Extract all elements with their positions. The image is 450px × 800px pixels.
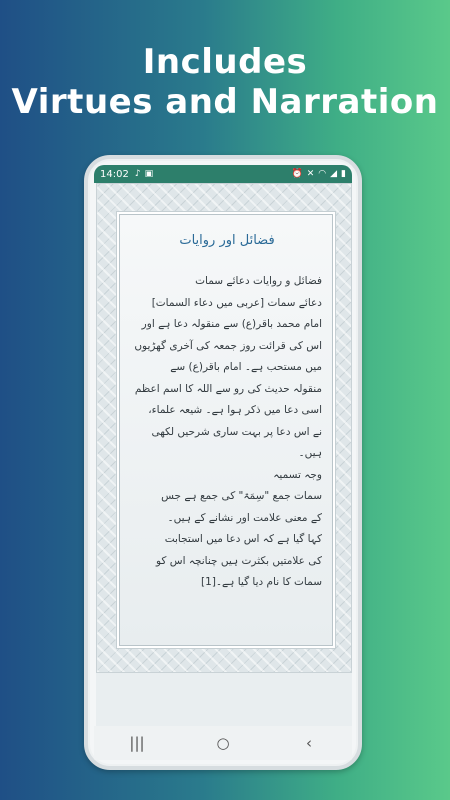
- image-icon: ▣: [144, 169, 154, 179]
- text-line: کہا گیا ہے کہ اس دعا میں استجابت: [164, 533, 322, 545]
- section-heading: وجہ تسمیہ: [273, 468, 322, 481]
- text-line: اسی دعا میں ذکر ہوا ہے۔ شیعہ علماء،: [148, 404, 322, 416]
- page-title: فضائل اور روایات: [179, 233, 275, 248]
- status-right-icons: [292, 169, 347, 179]
- phone-mockup: [84, 155, 362, 770]
- music-icon: ♪: [134, 169, 141, 179]
- alarm-icon: ⏰: [291, 169, 303, 179]
- text-line: میں مستحب ہے۔ امام باقر(ع) سے: [170, 361, 322, 373]
- headline-line-2: Virtues and Narration: [11, 82, 439, 122]
- reader-text: [134, 271, 322, 594]
- wifi-icon: ◠: [318, 169, 327, 179]
- text-line: فضائل و روایات دعائے سمات: [195, 275, 322, 287]
- back-button[interactable]: ‹: [306, 734, 312, 752]
- silent-icon: ✕: [306, 169, 315, 179]
- ornamental-frame: [96, 183, 352, 673]
- below-frame-area: [96, 673, 352, 733]
- text-line: منقولہ حدیث کی رو سے اللہ کا اسم اعظم: [134, 382, 322, 395]
- battery-icon: ▮: [341, 169, 346, 179]
- text-line: سمات جمع "سِمَۃ" کی جمع ہے جس: [161, 490, 322, 502]
- android-nav-bar: [94, 726, 352, 760]
- text-line: نے اس دعا پر بہت ساری شرحیں لکھی: [151, 425, 322, 438]
- text-line: ہیں۔: [298, 447, 322, 459]
- text-line: دعائے سمات [عربی میں دعاء السمات]: [151, 296, 322, 309]
- signal-icon: ◢: [330, 169, 338, 179]
- text-line: سمات کا نام دیا گیا ہے۔[1]: [201, 576, 322, 588]
- home-button[interactable]: ○: [216, 734, 230, 752]
- reader-page[interactable]: [119, 214, 333, 646]
- headline-line-1: Includes: [142, 42, 308, 82]
- promo-headline: [0, 42, 450, 122]
- status-bar: [94, 165, 352, 183]
- text-line: کی علامتیں بکثرت ہیں چنانچہ اس کو: [155, 554, 322, 567]
- recent-apps-button[interactable]: |||: [129, 734, 145, 752]
- text-line: کے معنی علامت اور نشانے کے ہیں۔: [167, 511, 322, 524]
- text-line: امام محمد باقر(ع) سے منقولہ دعا ہے اور: [141, 318, 322, 330]
- text-line: اس کی قرائت روز جمعہ کی آخری گھڑیوں: [134, 339, 322, 352]
- status-time: 14:02: [100, 168, 129, 180]
